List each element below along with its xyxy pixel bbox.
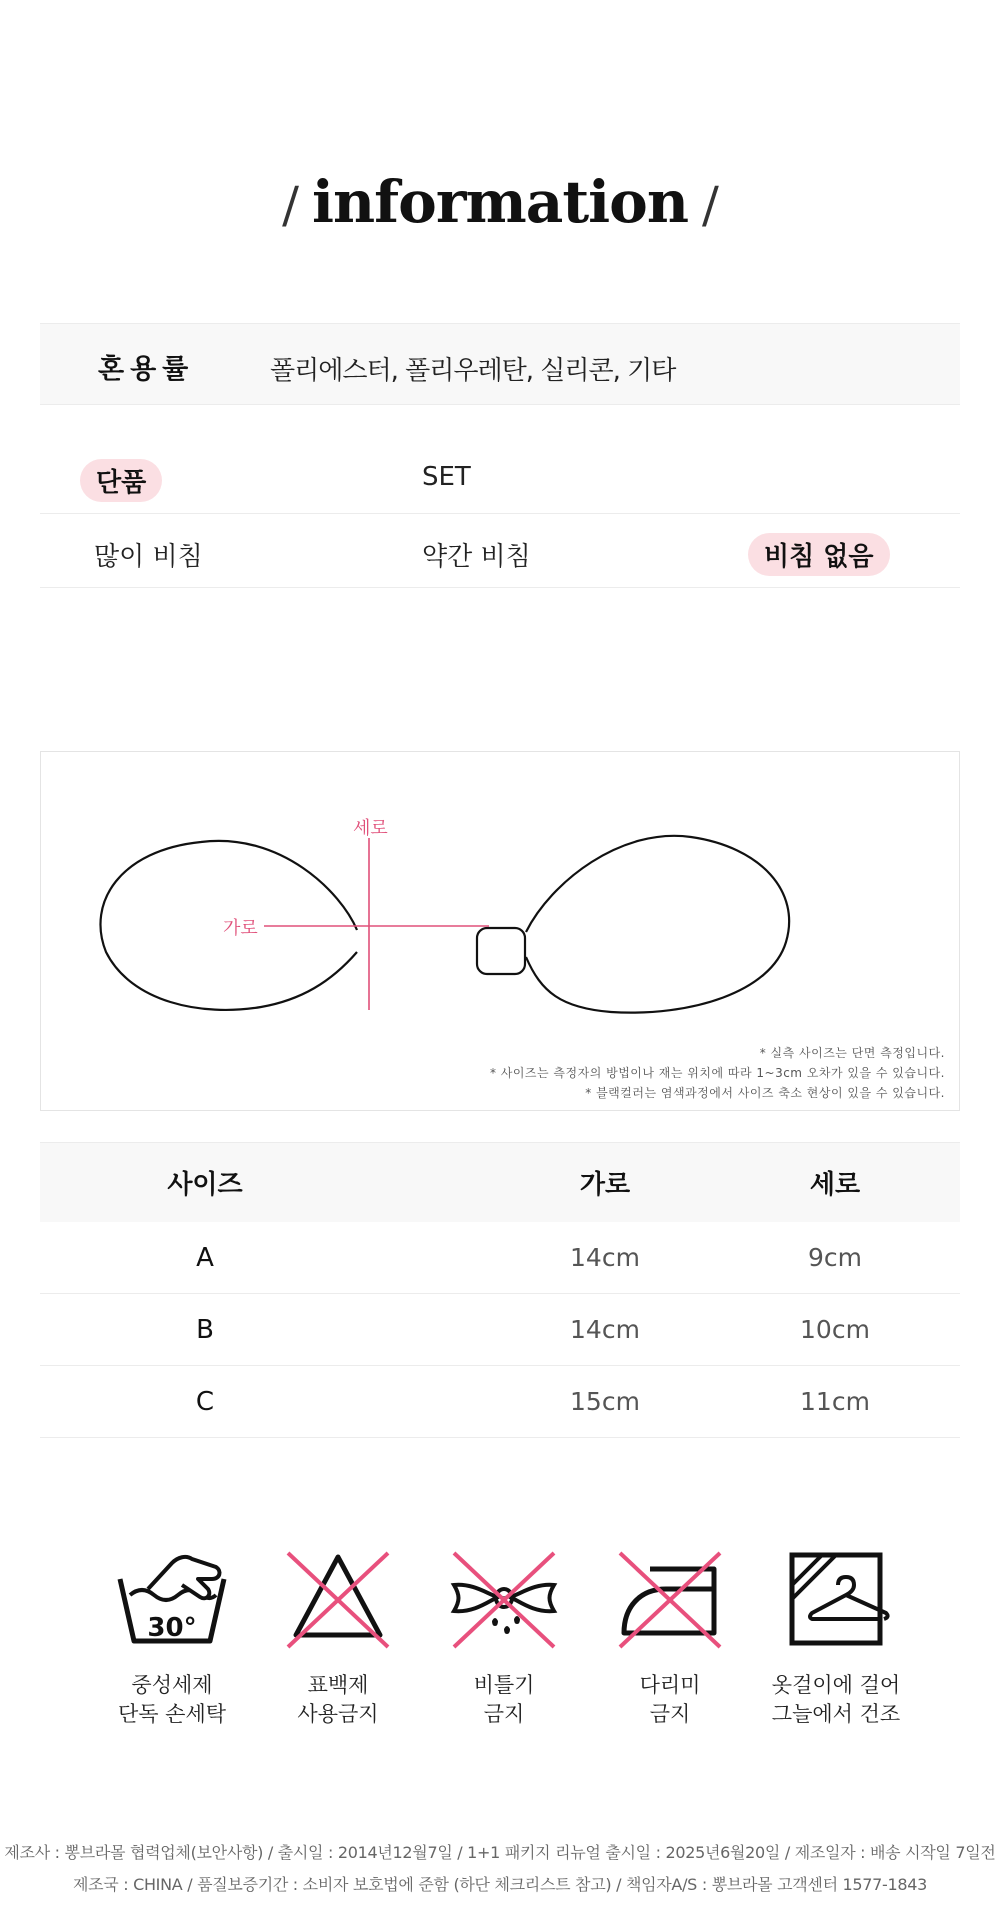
material-label: 혼용률	[98, 354, 195, 385]
care-label: 그늘에서 건조	[771, 1702, 901, 1726]
option-set: SET	[422, 462, 471, 492]
care-label: 비틀기	[473, 1673, 535, 1697]
wash-temperature: 30°	[147, 1613, 197, 1643]
care-label: 옷걸이에 걸어	[771, 1673, 901, 1697]
height-cell: 10cm	[800, 1315, 870, 1344]
option-row-type	[40, 440, 960, 514]
table-row	[40, 1366, 960, 1438]
height-cell: 9cm	[807, 1243, 862, 1272]
hand-wash-30-icon	[112, 1545, 232, 1655]
option-single: 단품	[80, 459, 162, 502]
diagram-note: * 블랙컬러는 염색과정에서 사이즈 축소 현상이 있을 수 있습니다.	[585, 1086, 945, 1100]
no-bleach-icon	[278, 1545, 398, 1655]
size-table-header	[40, 1142, 960, 1222]
vertical-measure-label: 세로	[353, 818, 388, 839]
care-label: 단독 손세탁	[117, 1702, 227, 1726]
care-label: 금지	[483, 1702, 525, 1726]
size-cell: A	[196, 1242, 214, 1273]
header-height: 세로	[809, 1170, 861, 1200]
hang-dry-shade-icon	[776, 1545, 896, 1655]
header-width: 가로	[579, 1170, 631, 1200]
size-cell: C	[195, 1386, 215, 1417]
title-slash-left: /	[282, 176, 298, 234]
size-cell: B	[196, 1314, 214, 1345]
table-row	[40, 1294, 960, 1366]
width-cell: 15cm	[570, 1387, 640, 1416]
care-item-hand-wash	[92, 1545, 252, 1729]
height-cell: 11cm	[800, 1387, 870, 1416]
footer-line-manufacturer: 제조사 : 뽕브라몰 협력업체(보안사항) / 출시일 : 2014년12월7일 / 1+1 패키지 리뉴얼 출시일 : 2025년6월20일 / 제조일자 : 배송 시작일 7일전	[4, 1843, 996, 1862]
material-value: 폴리에스터, 폴리우레탄, 실리콘, 기타	[270, 356, 676, 386]
title-slash-right: /	[702, 176, 718, 234]
horizontal-measure-label: 가로	[223, 918, 258, 939]
care-item-no-iron	[590, 1545, 750, 1729]
table-row	[40, 1222, 960, 1294]
care-item-no-bleach	[258, 1545, 418, 1729]
care-item-no-wring	[424, 1545, 584, 1729]
no-wring-icon	[444, 1545, 564, 1655]
care-label: 중성세제	[131, 1673, 213, 1697]
care-label: 다리미	[639, 1673, 701, 1697]
material-row	[40, 323, 960, 405]
page-title	[0, 168, 1000, 236]
diagram-note: * 사이즈는 측정자의 방법이나 재는 위치에 따라 1~3cm 오차가 있을 수 있습니다.	[489, 1066, 945, 1080]
header-size: 사이즈	[167, 1170, 243, 1200]
option-very-sheer: 많이 비침	[94, 542, 203, 572]
option-row-sheerness	[40, 514, 960, 588]
option-slightly-sheer: 약간 비침	[422, 542, 531, 572]
no-iron-icon	[610, 1545, 730, 1655]
size-table	[40, 1142, 960, 1438]
diagram-note: * 실측 사이즈는 단면 측정입니다.	[759, 1046, 945, 1060]
footer-line-origin: 제조국 : CHINA / 품질보증기간 : 소비자 보호법에 준함 (하단 체크리스트 참고) / 책임자A/S : 뽕브라몰 고객센터 1577-1843	[72, 1875, 928, 1894]
care-item-hang-dry	[756, 1545, 916, 1729]
width-cell: 14cm	[570, 1315, 640, 1344]
care-label: 표백제	[307, 1673, 369, 1697]
option-not-sheer: 비침 없음	[748, 533, 890, 576]
title-text: information	[311, 168, 689, 236]
size-diagram	[40, 751, 960, 1111]
width-cell: 14cm	[570, 1243, 640, 1272]
care-label: 사용금지	[297, 1702, 379, 1726]
care-label: 금지	[649, 1702, 691, 1726]
